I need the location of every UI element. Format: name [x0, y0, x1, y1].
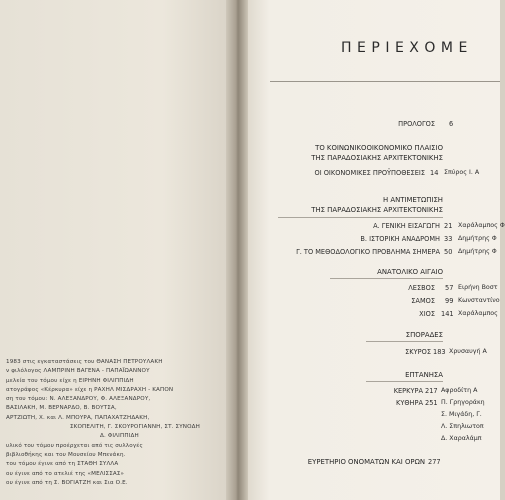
toc-entry-label: Β. ΙΣΤΟΡΙΚΗ ΑΝΑΔΡΟΜΗ [360, 235, 440, 243]
colophon-line: Δ. ΦΙΛΙΠΠΙΔΗ [100, 433, 139, 440]
toc-index-label: ΕΥΡΕΤΗΡΙΟ ΟΝΟΜΑΤΩΝ ΚΑΙ ΟΡΩΝ [307, 458, 425, 466]
section-heading: Η ΑΝΤΙΜΕΤΩΠΙΣΗ [382, 196, 443, 204]
section-rule [278, 217, 443, 218]
section-heading: ΤΗΣ ΠΑΡΑΔΟΣΙΑΚΗΣ ΑΡΧΙΤΕΚΤΟΝΙΚΗΣ [311, 206, 443, 214]
toc-author: Χαράλαμπος Φ [458, 222, 505, 229]
toc-entry-label: Α. ΓΕΝΙΚΗ ΕΙΣΑΓΩΓΗ [373, 222, 440, 230]
section-rule [366, 341, 443, 342]
colophon [0, 358, 230, 488]
toc-author: Χρυσαυγή Α [449, 348, 487, 355]
section-rule [366, 381, 443, 382]
section-rule [330, 278, 443, 279]
toc-author: Κωνσταντίνο [458, 297, 500, 304]
toc-entry-label: ΚΥΘΗΡΑ [396, 399, 423, 407]
colophon-line: ΑΡΤΖΙΩΤΗ, Χ. και Λ. ΜΠΟΥΡΑ, ΠΑΠΑΧΑΤΖΗΔΑΚΗ, [6, 414, 150, 421]
toc-author: Δ. Χαραλάμπ [441, 435, 482, 442]
toc-author: Σ. Μιγάδη, Γ. [441, 411, 482, 418]
toc-prologue-label: ΠΡΟΛΟΓΟΣ [398, 120, 435, 128]
section-heading: ΤΗΣ ΠΑΡΑΔΟΣΙΑΚΗΣ ΑΡΧΙΤΕΚΤΟΝΙΚΗΣ [311, 154, 443, 162]
colophon-line: ατογράφος «Κέρκυρα» είχε η ΡΑΧΗΛ ΜΙΣΔΡΑΧΗ - ΚΑΠΟΝ [6, 386, 174, 393]
toc-entry-label: ΟΙ ΟΙΚΟΝΟΜΙΚΕΣ ΠΡΟΫΠΟΘΕΣΕΙΣ [314, 169, 425, 177]
toc-page-number: 21 [444, 222, 453, 230]
toc-author: Δημήτρης Φ [458, 235, 497, 242]
section-heading: ΣΠΟΡΑΔΕΣ [405, 331, 443, 339]
colophon-line: μελεία του τόμου είχε η ΕΙΡΗΝΗ ΦΙΛΙΠΠΙΔΗ [6, 377, 134, 384]
colophon-line: 1983 στις εγκαταστάσεις του ΘΑΝΑΣΗ ΠΕΤΡΟΥΛΑΚΗ [6, 359, 163, 365]
toc-page-number: 57 [445, 284, 454, 292]
toc-page-number: 251 [425, 399, 438, 407]
toc-page-number: 277 [428, 458, 441, 466]
colophon-line: του τόμου έγινε από τη ΣΤΑΘΗ ΣΥΛΛΑ [6, 461, 119, 468]
toc-author: Ειρήνη Βοστ [458, 284, 498, 291]
toc-page-number: 217 [425, 387, 438, 395]
colophon-line: υλικό του τόμου προέρχεται από τις συλλογές [6, 442, 143, 449]
colophon-line: ΣΚΟΠΕΛΙΤΗ, Γ. ΣΚΟΥΡΟΓΙΑΝΝΗ, ΣΤ. ΣΥΝΟΔΗ [70, 424, 200, 431]
toc-author: Χαράλαμπος [458, 310, 498, 317]
colophon-line: βιβλιοθήκης και του Μουσείου Μπενάκη. [6, 451, 126, 458]
toc-author: Αφροδίτη Α [441, 387, 478, 394]
toc-page-number: 6 [449, 120, 454, 128]
page-title: ΠΕΡΙΕΧΟΜΕ [341, 40, 473, 56]
toc-page-number: 33 [444, 235, 453, 243]
toc-author: Λ. Σπηλιωτοπ [441, 423, 484, 430]
toc-entry-label: ΚΕΡΚΥΡΑ [393, 387, 423, 395]
colophon-line: ση του τόμου: Ν. ΑΛΕΞΑΝΔΡΟΥ, Φ. ΑΛΕΞΑΝΔΡΟΥ, [6, 396, 151, 403]
toc-author: Δημήτρης Φ [458, 248, 497, 255]
toc-page-number: 99 [445, 297, 454, 305]
toc-author: Σπύρος Ι. Α [444, 169, 480, 176]
title-rule [270, 81, 500, 82]
colophon-line: ΒΑΣΙΛΑΚΗ, Μ. ΒΕΡΝΑΡΔΟ, Β. ΒΟΥΤΣΑ, [6, 405, 117, 412]
toc-entry-label: ΣΑΜΟΣ [411, 297, 435, 305]
section-heading: ΤΟ ΚΟΙΝΩΝΙΚΟΟΙΚΟΝΟΜΙΚΟ ΠΛΑΙΣΙΟ [315, 144, 443, 152]
toc-page-number: 50 [444, 248, 453, 256]
toc-entry-label: ΣΚΥΡΟΣ [405, 348, 431, 356]
colophon-line: ν φιλόλογος ΛΑΜΠΡΙΝΗ ΒΑΓΕΝΑ - ΠΑΠΑΪΩΑΝΝΟΥ [6, 368, 150, 375]
section-heading: ΕΠΤΑΝΗΣΑ [405, 371, 443, 379]
section-heading: ΑΝΑΤΟΛΙΚΟ ΑΙΓΑΙΟ [377, 268, 443, 276]
colophon-line: ου έγινε από το ατελιέ της «ΜΕΛΙΣΣΑΣ» [6, 470, 125, 477]
toc-page-number: 183 [433, 348, 446, 356]
toc-entry-label: ΛΕΣΒΟΣ [408, 284, 435, 292]
colophon-line: ου έγινε από τη Σ. ΒΟΓΙΑΤΖΗ και Σια Ο.Ε. [6, 479, 128, 486]
toc-entry-label: ΧΙΟΣ [419, 310, 435, 318]
toc-page-number: 141 [441, 310, 454, 318]
toc-entry-label: Γ. ΤΟ ΜΕΘΟΔΟΛΟΓΙΚΟ ΠΡΟΒΛΗΜΑ ΣΗΜΕΡΑ [296, 248, 440, 256]
toc-author: Π. Γρηγοράκη [441, 399, 485, 406]
toc-page-number: 14 [430, 169, 439, 177]
